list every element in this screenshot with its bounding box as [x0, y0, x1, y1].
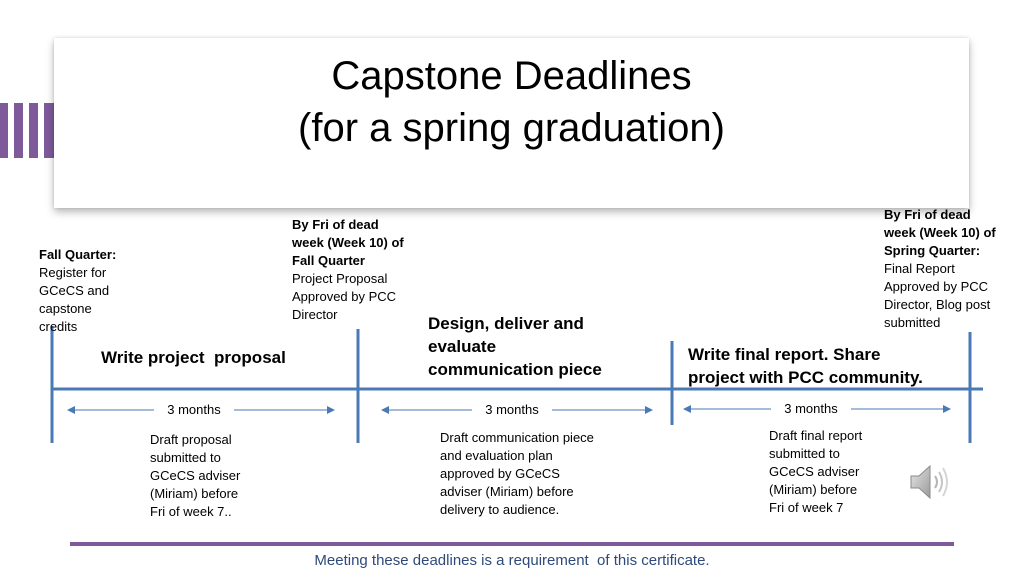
milestone-line: Project Proposal [292, 271, 388, 286]
phase-3-heading [688, 343, 970, 389]
phase-note-line: Fri of week 7.. [150, 504, 232, 519]
speaker-icon[interactable] [908, 463, 952, 501]
phase-1-heading [101, 346, 351, 369]
phase-1-notes [150, 431, 300, 521]
milestone-fall-deadline [292, 216, 442, 324]
milestone-heading-line: week (Week 10) of [884, 225, 996, 240]
duration-label-1: 3 months [154, 402, 234, 418]
milestone-heading-line: Spring Quarter: [884, 243, 981, 258]
phase-note-line: submitted to [150, 450, 221, 465]
milestone-heading-line: Fall Quarter [292, 253, 365, 268]
phase-note-line: Fri of week 7 [769, 500, 844, 515]
section-bars-icon [0, 103, 56, 158]
milestone-fall-line: capstone [39, 301, 92, 316]
phase-note-line: GCeCS adviser [769, 464, 860, 479]
phase-2-notes [440, 429, 640, 519]
title-line-2: (for a spring graduation) [298, 106, 725, 150]
title-line-1: Capstone Deadlines [331, 54, 692, 98]
phase-note-line: (Miriam) before [769, 482, 858, 497]
phase-note-line: submitted to [769, 446, 840, 461]
phase-note-line: Draft final report [769, 428, 863, 443]
milestone-fall-line: credits [39, 319, 78, 334]
milestone-line: Approved by PCC [884, 279, 989, 294]
phase-3-notes [769, 427, 919, 517]
milestone-line: Director, Blog post [884, 297, 991, 312]
phase-heading-line: evaluate [428, 337, 497, 356]
milestone-heading-line: By Fri of dead [884, 207, 971, 222]
milestone-line: Final Report [884, 261, 955, 276]
phase-heading-line: project with PCC community. [688, 368, 923, 387]
milestone-heading-line: By Fri of dead [292, 217, 379, 232]
milestone-spring-deadline [884, 206, 1022, 332]
milestone-fall-heading: Fall Quarter: [39, 247, 117, 262]
milestone-fall-line: GCeCS and [39, 283, 110, 298]
phase-note-line: GCeCS adviser [150, 468, 241, 483]
milestone-line: Approved by PCC [292, 289, 397, 304]
phase-heading-line: Write project proposal [101, 348, 286, 367]
slide-title [54, 50, 969, 154]
milestone-fall-line: Register for [39, 265, 107, 280]
footer-text: Meeting these deadlines is a requirement of this certificate. [314, 552, 710, 569]
phase-note-line: and evaluation plan [440, 448, 553, 463]
phase-note-line: delivery to audience. [440, 502, 560, 517]
phase-note-line: (Miriam) before [150, 486, 239, 501]
phase-note-line: adviser (Miriam) before [440, 484, 574, 499]
phase-note-line: Draft communication piece [440, 430, 594, 445]
milestone-line: Director [292, 307, 338, 322]
phase-heading-line: communication piece [428, 360, 602, 379]
phase-heading-line: Design, deliver and [428, 314, 584, 333]
milestone-fall [39, 246, 149, 336]
phase-2-heading [428, 312, 668, 381]
footer-divider [70, 542, 954, 546]
milestone-heading-line: week (Week 10) of [292, 235, 404, 250]
phase-note-line: approved by GCeCS [440, 466, 560, 481]
phase-heading-line: Write final report. Share [688, 345, 881, 364]
duration-label-2: 3 months [472, 402, 552, 418]
milestone-line: submitted [884, 315, 941, 330]
duration-label-3: 3 months [771, 401, 851, 417]
phase-note-line: Draft proposal [150, 432, 232, 447]
